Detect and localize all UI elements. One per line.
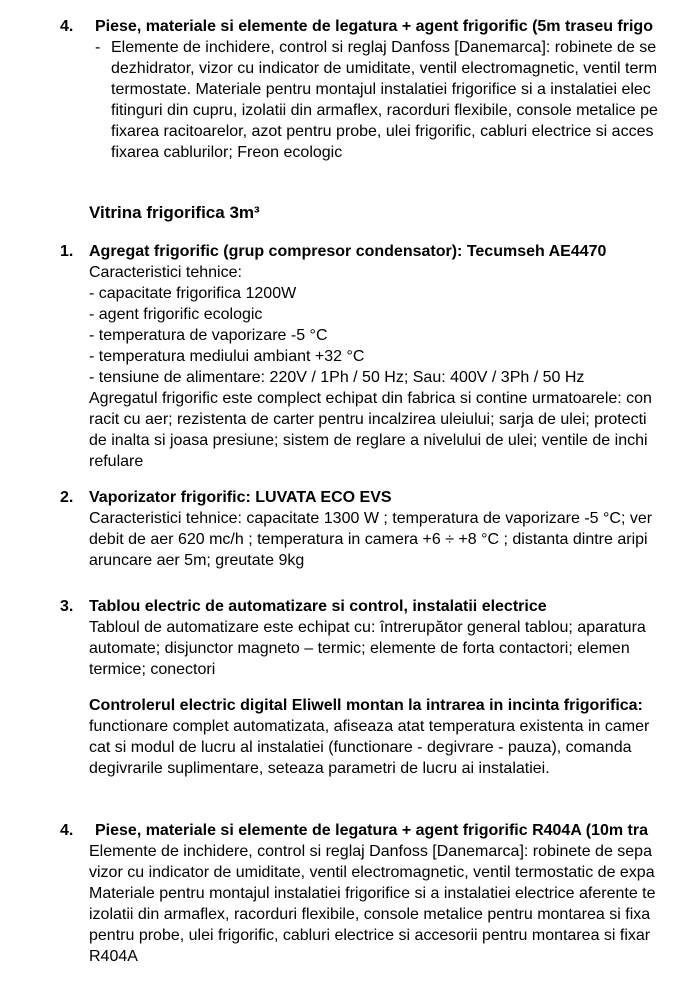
- text-line: refulare: [89, 453, 144, 470]
- text-line: cat si modul de lucru al instalatiei (functionare - degivrare - pauza), comanda: [89, 739, 632, 756]
- text-line: - agent frigorific ecologic: [89, 306, 263, 323]
- text-line: functionare complet automatizata, afiseaza atat temperatura existenta in camer: [89, 718, 650, 735]
- text-line: Materiale pentru montajul instalatiei frigorifice si a instalatiei electrice aferente te: [89, 885, 656, 902]
- item-number: 2.: [60, 489, 74, 506]
- item-heading: Tablou electric de automatizare si control, instalatii electrice: [89, 598, 547, 615]
- item-4-bottom: [0, 820, 698, 967]
- text-line: Agregatul frigorific este complect echipat din fabrica si contine urmatoarele: con: [89, 390, 652, 407]
- text-line: termostate. Materiale pentru montajul instalatiei frigorifice si a instalatiei elec: [111, 81, 651, 98]
- item-4-top: [0, 16, 698, 163]
- text-line: Elemente de inchidere, control si reglaj Danfoss [Danemarca]: robinete de sepa: [89, 843, 652, 860]
- text-line: fitinguri din cupru, izolatii din armaflex, racorduri flexibile, console metalice pe: [111, 102, 658, 119]
- item-3: [0, 596, 698, 680]
- controller-heading: Controlerul electric digital Eliwell montan la intrarea in incinta frigorifica:: [89, 697, 643, 714]
- text-line: termice; conectori: [89, 661, 216, 678]
- item-heading: Piese, materiale si elemente de legatura + agent frigorific (5m traseu frigo: [95, 18, 653, 35]
- item-number: 4.: [60, 822, 74, 839]
- text-line: - tensiune de alimentare: 220V / 1Ph / 50 Hz; Sau: 400V / 3Ph / 50 Hz: [89, 369, 585, 386]
- text-line: automate; disjunctor magneto – termic; elemente de forta contactori; elemen: [89, 640, 630, 657]
- item-number: 4.: [60, 18, 74, 35]
- text-line: pentru probe, ulei frigorific, cabluri electrice si accesorii pentru montarea si fixar: [89, 927, 651, 944]
- text-line: Caracteristici tehnice: capacitate 1300 W ; temperatura de vaporizare -5 °C; ver: [89, 510, 653, 527]
- item-number: 3.: [60, 598, 74, 615]
- text-line: - capacitate frigorifica 1200W: [89, 285, 297, 302]
- item-number: 1.: [60, 243, 74, 260]
- text-line: R404A: [89, 948, 138, 965]
- item-1: [0, 241, 698, 472]
- text-line: degivrarile suplimentare, seteaza parametri de lucru ai instalatiei.: [89, 760, 550, 777]
- text-line: aruncare aer 5m; greutate 9kg: [89, 552, 305, 569]
- text-line: fixarea racitoarelor, azot pentru probe, ulei frigorific, cabluri electrice si acces: [111, 123, 654, 140]
- text-line: de inalta si joasa presiune; sistem de reglare a nivelului de ulei; ventile de inchi: [89, 432, 648, 449]
- item-2: [0, 487, 698, 571]
- text-line: fixarea cablurilor; Freon ecologic: [111, 144, 343, 161]
- item-heading: Piese, materiale si elemente de legatura + agent frigorific R404A (10m tra: [95, 822, 648, 839]
- text-line: debit de aer 620 mc/h ; temperatura in camera +6 ÷ +8 °C ; distanta dintre aripi: [89, 531, 648, 548]
- controller-paragraph: [0, 695, 698, 779]
- text-line: izolatii din armaflex, racorduri flexibile, console metalice pentru montarea si fixa: [89, 906, 651, 923]
- text-line: Caracteristici tehnice:: [89, 264, 242, 281]
- bullet-dash: -: [95, 39, 101, 56]
- text-line: Elemente de inchidere, control si reglaj Danfoss [Danemarca]: robinete de se: [111, 39, 657, 56]
- item-heading: Agregat frigorific (grup compresor condensator): Tecumseh AE4470: [89, 243, 607, 260]
- text-line: - temperatura mediului ambiant +32 °C: [89, 348, 365, 365]
- item-heading: Vaporizator frigorific: LUVATA ECO EVS: [89, 489, 392, 506]
- text-line: racit cu aer; rezistenta de carter pentru incalzirea uleiului; sarja de ulei; protecti: [89, 411, 647, 428]
- text-line: - temperatura de vaporizare -5 °C: [89, 327, 328, 344]
- text-line: Tabloul de automatizare este echipat cu: întrerupător general tablou; aparatura: [89, 619, 646, 636]
- text-line: vizor cu indicator de umiditate, ventil electromagnetic, ventil termostatic de expa: [89, 864, 655, 881]
- section-title-text: Vitrina frigorifica 3m³: [89, 203, 260, 222]
- section-title: [89, 202, 260, 223]
- text-line: dezhidrator, vizor cu indicator de umiditate, ventil electromagnetic, ventil term: [111, 60, 658, 77]
